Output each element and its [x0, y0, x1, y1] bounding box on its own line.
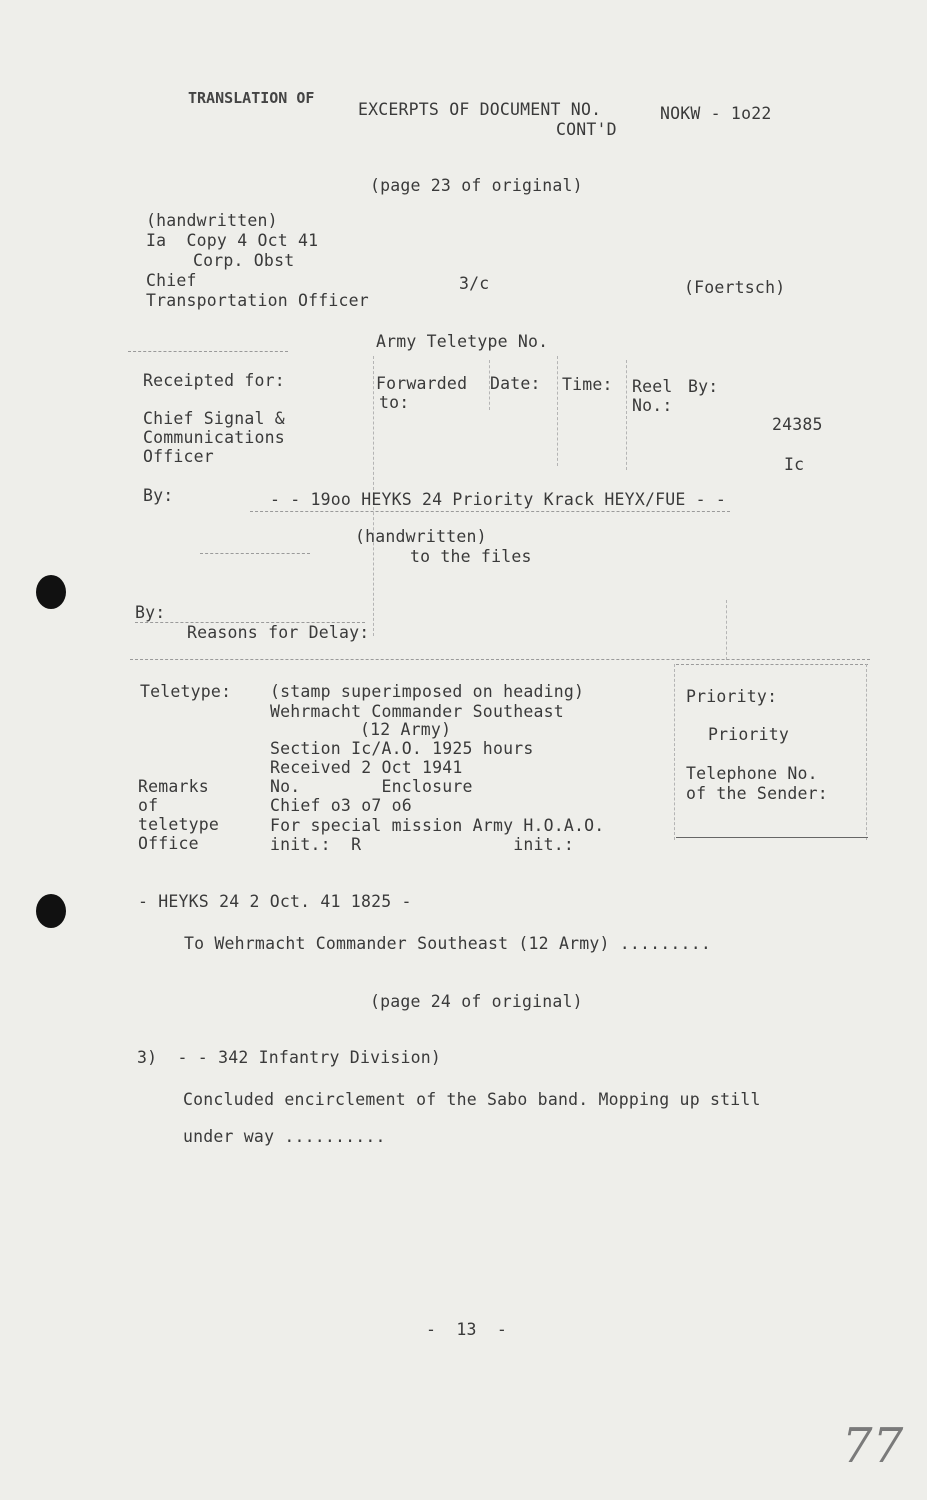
- priority-box-left: [674, 664, 675, 840]
- chief-signal-line-3: Officer: [143, 447, 214, 466]
- form-vline-4: [626, 360, 627, 470]
- by-label-3: By:: [135, 603, 166, 622]
- handwritten-files-2: to the files: [410, 547, 532, 566]
- teletype-label: Teletype:: [140, 682, 232, 701]
- page-number: - 13 -: [426, 1320, 508, 1339]
- code-3c: 3/c: [459, 274, 490, 293]
- reel-label: Reel: [632, 377, 673, 396]
- header-overstrike: TRANSLATION OF: [188, 89, 315, 107]
- forwarded-to-label: to:: [379, 393, 410, 412]
- priority-label: Priority:: [686, 687, 778, 706]
- priority-box-top: [676, 664, 868, 665]
- date-label: Date:: [490, 374, 541, 393]
- by-label-top: By:: [688, 377, 719, 396]
- stamp-line-3: (12 Army): [360, 720, 452, 739]
- stamp-line-5: Received 2 Oct 1941: [270, 758, 463, 777]
- stamp-line-2: Wehrmacht Commander Southeast: [270, 702, 564, 721]
- chief-signal-line-1: Chief Signal &: [143, 409, 285, 428]
- forwarded-label: Forwarded: [376, 374, 468, 393]
- remarks-line-4: Office: [138, 834, 199, 853]
- stamp-line-4: Section Ic/A.O. 1925 hours: [270, 739, 534, 758]
- transportation-officer: Transportation Officer: [146, 291, 369, 310]
- copy-line: Ia Copy 4 Oct 41: [146, 231, 319, 250]
- chief-line: Chief: [146, 271, 197, 290]
- stamp-line-9: init.: R init.:: [270, 835, 575, 854]
- header-contd: CONT'D: [556, 120, 617, 139]
- stamp-line-8: For special mission Army H.O.A.O.: [270, 816, 605, 835]
- army-teletype-heading: Army Teletype No.: [376, 332, 549, 351]
- handwritten-note: (handwritten): [146, 211, 278, 230]
- telephone-label-2: of the Sender:: [686, 784, 828, 803]
- files-rule: [200, 553, 310, 554]
- punch-hole-bottom: [36, 894, 66, 928]
- receipted-for-label: Receipted for:: [143, 371, 285, 390]
- handwritten-corner-mark: 77: [842, 1418, 904, 1474]
- item-3-text-1: Concluded encirclement of the Sabo band. Mopping up still: [183, 1090, 761, 1109]
- page-reference-23: (page 23 of original): [370, 176, 583, 195]
- priority-box-bottom: [676, 837, 868, 838]
- header-title: EXCERPTS OF DOCUMENT NO.: [358, 100, 602, 119]
- reasons-rule: [130, 659, 870, 660]
- remarks-line-2: of: [138, 796, 159, 815]
- foertsch-name: (Foertsch): [684, 278, 786, 297]
- reel-no-label: No.:: [632, 396, 673, 415]
- priority-box-right: [866, 664, 867, 840]
- remarks-line-3: teletype: [138, 815, 220, 834]
- form-vline-5: [726, 600, 727, 660]
- item-3-heading: 3) - - 342 Infantry Division): [137, 1048, 442, 1067]
- teletype-number: 24385: [772, 415, 823, 434]
- time-label: Time:: [562, 375, 613, 394]
- punch-hole-top: [36, 575, 66, 609]
- corp-line: Corp. Obst: [193, 251, 295, 270]
- stamp-line-7: Chief o3 o7 o6: [270, 796, 412, 815]
- form-vline-3: [557, 356, 558, 466]
- document-number: NOKW - 1o22: [660, 104, 772, 123]
- stamp-line-6: No. Enclosure: [270, 777, 473, 796]
- message-recipient: To Wehrmacht Commander Southeast (12 Army) .........: [184, 934, 711, 953]
- ic-label: Ic: [784, 455, 805, 474]
- page-reference-24: (page 24 of original): [370, 992, 583, 1011]
- transmission-line: - - 19oo HEYKS 24 Priority Krack HEYX/FUE - -: [270, 490, 727, 509]
- chief-signal-line-2: Communications: [143, 428, 285, 447]
- form-top-rule: [128, 351, 288, 352]
- by-label-2: By:: [143, 486, 174, 505]
- telephone-label-1: Telephone No.: [686, 764, 818, 783]
- transmission-rule: [250, 511, 730, 512]
- handwritten-files-1: (handwritten): [355, 527, 487, 546]
- reasons-for-delay-label: Reasons for Delay:: [187, 623, 370, 642]
- remarks-line-1: Remarks: [138, 777, 209, 796]
- stamp-note: (stamp superimposed on heading): [270, 682, 585, 701]
- item-3-text-2: under way ..........: [183, 1127, 386, 1146]
- priority-value: Priority: [708, 725, 790, 744]
- message-header: - HEYKS 24 2 Oct. 41 1825 -: [138, 892, 412, 911]
